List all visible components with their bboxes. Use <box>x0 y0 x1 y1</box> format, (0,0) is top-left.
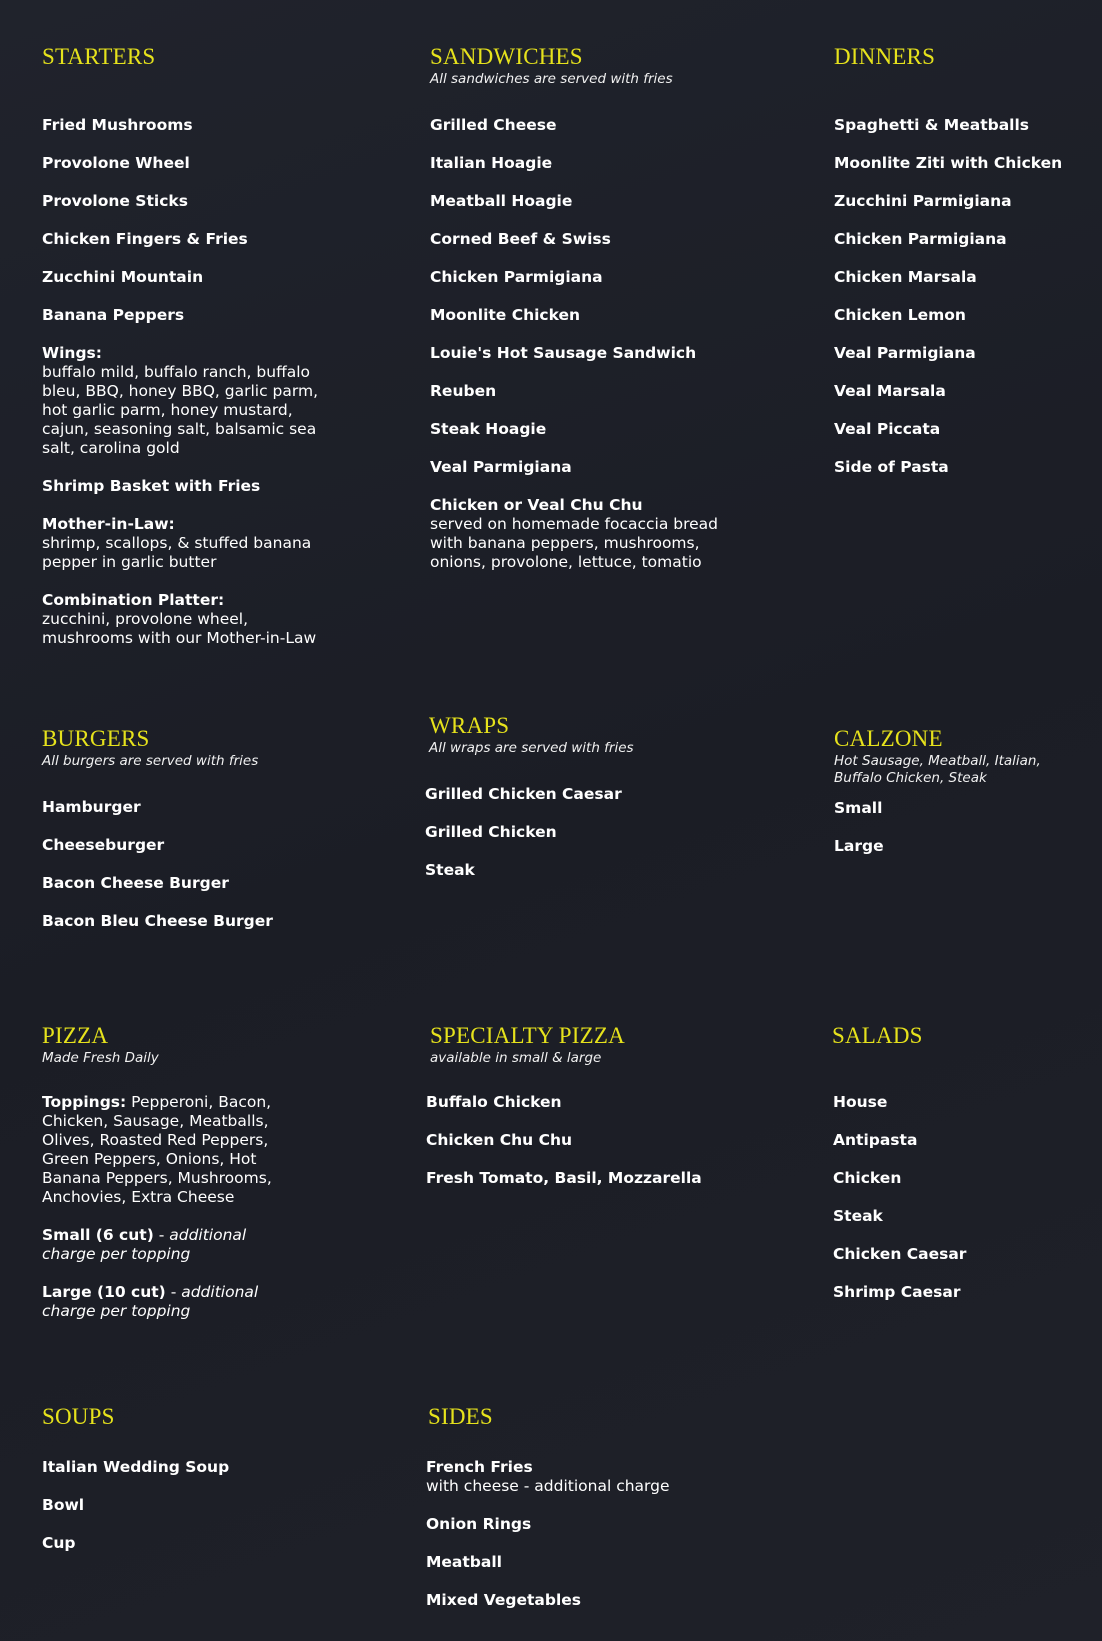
menu-item <box>834 192 1094 211</box>
menu-item <box>834 306 1094 325</box>
menu-item-name: Cheeseburger <box>42 836 165 855</box>
menu-item-line <box>833 1283 1082 1302</box>
menu-item-line <box>430 268 720 287</box>
menu-section-starters <box>42 44 342 667</box>
menu-item-name: Spaghetti & Meatballs <box>834 116 1030 135</box>
menu-item-name: Veal Piccata <box>834 420 941 439</box>
menu-item-line <box>425 823 719 842</box>
menu-item <box>42 116 342 135</box>
menu-item-line <box>42 192 342 211</box>
menu-item <box>430 154 720 173</box>
item-list <box>42 1093 282 1321</box>
menu-item-name: Chicken Parmigiana <box>430 268 603 287</box>
menu-item-name: Zucchini Parmigiana <box>834 192 1012 211</box>
menu-item-name: Shrimp Basket with Fries <box>42 477 261 496</box>
item-list <box>425 785 719 880</box>
menu-item-name: Steak <box>833 1207 883 1226</box>
menu-item-name: Chicken or Veal Chu Chu <box>430 496 643 515</box>
section-title: DINNERS <box>834 44 936 69</box>
menu-item <box>833 1131 1082 1150</box>
menu-item-line <box>425 861 719 880</box>
menu-item-line <box>833 1093 1082 1112</box>
menu-item-separator: - <box>153 1226 170 1245</box>
menu-item-line <box>834 420 1094 439</box>
menu-item <box>430 420 720 439</box>
menu-item-name: Corned Beef & Swiss <box>430 230 611 249</box>
menu-item <box>833 1245 1082 1264</box>
menu-item <box>42 515 342 572</box>
menu-item-line <box>426 1093 720 1112</box>
menu-item <box>426 1458 718 1496</box>
menu-item-name: Mother-in-Law: <box>42 515 175 534</box>
menu-item-line <box>834 116 1094 135</box>
menu-item-name: Veal Parmigiana <box>430 458 572 477</box>
menu-item-line <box>430 496 720 515</box>
menu-item-line <box>42 306 342 325</box>
menu-item-name: Moonlite Chicken <box>430 306 581 325</box>
menu-item-line <box>42 1226 282 1264</box>
menu-item <box>426 1553 718 1572</box>
menu-item <box>833 1283 1082 1302</box>
menu-item-name: Chicken Marsala <box>834 268 977 287</box>
section-note: All sandwiches are served with fries <box>430 71 673 88</box>
menu-item <box>430 496 720 572</box>
menu-item <box>42 874 342 893</box>
item-list <box>833 1093 1082 1302</box>
menu-item-line <box>426 1553 718 1572</box>
menu-item-line <box>42 116 342 135</box>
menu-item <box>834 420 1094 439</box>
menu-section-wraps <box>425 713 719 899</box>
menu-item-name: Large (10 cut) <box>42 1283 166 1302</box>
menu-item-line <box>42 798 342 817</box>
menu-item-line <box>430 154 720 173</box>
menu-item <box>42 306 342 325</box>
section-title: CALZONE <box>834 726 943 751</box>
menu-item-line <box>834 230 1094 249</box>
menu-item-name: Grilled Chicken Caesar <box>425 785 622 804</box>
menu-item-name: Steak Hoagie <box>430 420 547 439</box>
menu-item-name: Bacon Cheese Burger <box>42 874 229 893</box>
menu-item-name: Chicken Lemon <box>834 306 966 325</box>
menu-item-line <box>42 515 342 534</box>
item-list <box>834 116 1094 477</box>
menu-item-line <box>834 154 1094 173</box>
menu-item-line <box>430 420 720 439</box>
menu-item-separator: - <box>165 1283 182 1302</box>
menu-item <box>430 230 720 249</box>
section-title: SPECIALTY PIZZA <box>430 1023 625 1048</box>
menu-item-name: Chicken Chu Chu <box>426 1131 573 1150</box>
item-list <box>426 1458 718 1610</box>
item-list <box>42 798 342 931</box>
menu-item-name: Provolone Sticks <box>42 192 188 211</box>
menu-item-description: zucchini, provolone wheel, mushrooms with our Mother-in-Law <box>42 610 317 648</box>
menu-item <box>426 1169 720 1188</box>
menu-item-name: Antipasta <box>833 1131 918 1150</box>
menu-item <box>425 785 719 804</box>
menu-item-name: Large <box>834 837 884 856</box>
menu-item-name: Buffalo Chicken <box>426 1093 562 1112</box>
menu-item <box>425 823 719 842</box>
menu-item-description: buffalo mild, buffalo ranch, buffalo bleu, BBQ, honey BBQ, garlic parm, hot garlic parm, honey mustard, cajun, seasoning salt, balsamic sea salt, carolina gold <box>42 363 319 458</box>
menu-item-line <box>42 1283 282 1321</box>
menu-item-name: Reuben <box>430 382 497 401</box>
menu-item <box>426 1093 720 1112</box>
menu-item-name: Veal Parmigiana <box>834 344 976 363</box>
menu-section-burgers <box>42 726 342 950</box>
section-note: Made Fresh Daily <box>42 1050 159 1067</box>
menu-item-line <box>430 344 720 363</box>
menu-item <box>426 1591 718 1610</box>
menu-item <box>42 154 342 173</box>
menu-section-specialty-pizza <box>426 1023 720 1207</box>
menu-item-name: Zucchini Mountain <box>42 268 204 287</box>
menu-item-line <box>833 1207 1082 1226</box>
menu-item-line <box>833 1131 1082 1150</box>
menu-item <box>430 344 720 363</box>
menu-item-name: Chicken Parmigiana <box>834 230 1007 249</box>
menu-item-line <box>42 912 342 931</box>
menu-item-description: with cheese - additional charge <box>426 1477 670 1496</box>
menu-item-line <box>834 382 1094 401</box>
section-note: available in small & large <box>430 1050 602 1067</box>
menu-item <box>834 837 1084 856</box>
menu-item-name: Chicken Caesar <box>833 1245 967 1264</box>
menu-item-description: served on homemade focaccia bread with banana peppers, mushrooms, onions, provolone, lettuce, tomatio <box>430 515 719 572</box>
menu-item-line <box>42 591 342 610</box>
menu-item-name: Chicken Fingers & Fries <box>42 230 248 249</box>
menu-item <box>834 116 1094 135</box>
menu-item-price-note: additional charge per topping <box>42 1283 259 1321</box>
menu-item-line <box>834 192 1094 211</box>
section-note: All burgers are served with fries <box>42 753 259 770</box>
menu-item <box>833 1169 1082 1188</box>
menu-item <box>42 477 342 496</box>
menu-item-name: Fried Mushrooms <box>42 116 193 135</box>
menu-item-line <box>833 1169 1082 1188</box>
menu-item-name: Louie's Hot Sausage Sandwich <box>430 344 697 363</box>
menu-item <box>833 1207 1082 1226</box>
section-title: SIDES <box>428 1404 493 1429</box>
menu-item <box>834 268 1094 287</box>
menu-item-line <box>42 154 342 173</box>
item-list <box>426 1093 720 1188</box>
menu-item <box>42 798 342 817</box>
section-title: PIZZA <box>42 1023 109 1048</box>
menu-section-dinners <box>834 44 1094 496</box>
menu-section-sides <box>428 1404 718 1629</box>
menu-item-line <box>42 836 342 855</box>
menu-item-line <box>430 382 720 401</box>
menu-item <box>42 1496 342 1515</box>
menu-item-name: Combination Platter: <box>42 591 225 610</box>
menu-item-name: Fresh Tomato, Basil, Mozzarella <box>426 1169 702 1188</box>
menu-item-line <box>834 799 1084 818</box>
menu-item <box>430 306 720 325</box>
menu-item-line <box>42 230 342 249</box>
menu-section-calzone <box>834 726 1084 875</box>
section-note: Hot Sausage, Meatball, Italian, Buffalo Chicken, Steak <box>834 753 1041 787</box>
menu-item-line <box>430 230 720 249</box>
section-title: BURGERS <box>42 726 150 751</box>
menu-item-line <box>426 1591 718 1610</box>
menu-item-name: Banana Peppers <box>42 306 185 325</box>
menu-item-line <box>430 116 720 135</box>
menu-item-name: Veal Marsala <box>834 382 946 401</box>
menu-item <box>834 382 1094 401</box>
section-title: SALADS <box>832 1023 923 1048</box>
menu-item-name: Onion Rings <box>426 1515 532 1534</box>
menu-item-name: Mixed Vegetables <box>426 1591 582 1610</box>
menu-item <box>430 268 720 287</box>
menu-item-name: Side of Pasta <box>834 458 949 477</box>
menu-item-line <box>426 1515 718 1534</box>
menu-item-name: Meatball <box>426 1553 502 1572</box>
menu-item-name: French Fries <box>426 1458 533 1477</box>
menu-item <box>426 1515 718 1534</box>
menu-item-line <box>834 306 1094 325</box>
menu-item-line <box>42 1496 342 1515</box>
menu-item-line <box>430 192 720 211</box>
menu-item-inline-text: Pepperoni, Bacon, Chicken, Sausage, Meatballs, Olives, Roasted Red Peppers, Green Peppers, Onions, Hot Banana Peppers, Mushrooms, Anchovies, Extra Cheese <box>42 1093 272 1207</box>
menu-item <box>42 1283 282 1321</box>
section-title: STARTERS <box>42 44 156 69</box>
menu-item-line <box>426 1169 720 1188</box>
menu-item <box>425 861 719 880</box>
menu-item-price-note: additional charge per topping <box>42 1226 247 1264</box>
menu-item-name: House <box>833 1093 888 1112</box>
menu-item-name: Moonlite Ziti with Chicken <box>834 154 1063 173</box>
section-note: All wraps are served with fries <box>429 740 634 757</box>
menu-item-name: Grilled Cheese <box>430 116 557 135</box>
menu-section-soups <box>42 1404 342 1572</box>
menu-item-line <box>425 785 719 804</box>
menu-item-description: shrimp, scallops, & stuffed banana pepper in garlic butter <box>42 534 312 572</box>
menu-item-name: Bowl <box>42 1496 85 1515</box>
menu-item <box>42 836 342 855</box>
menu-item-name: Grilled Chicken <box>425 823 557 842</box>
menu-item-name: Italian Hoagie <box>430 154 553 173</box>
menu-item-line <box>834 268 1094 287</box>
section-title: WRAPS <box>429 713 510 738</box>
menu-item <box>42 1226 282 1264</box>
menu-item <box>430 458 720 477</box>
menu-item <box>42 591 342 648</box>
menu-item-line <box>42 1458 342 1477</box>
menu-item <box>42 912 342 931</box>
menu-item <box>834 344 1094 363</box>
menu-item-line <box>426 1458 718 1477</box>
item-list <box>42 1458 342 1553</box>
menu-item <box>42 230 342 249</box>
menu-item-line <box>834 837 1084 856</box>
menu-item-name: Wings: <box>42 344 102 363</box>
menu-item <box>430 116 720 135</box>
item-list <box>834 799 1084 856</box>
menu-section-salads <box>832 1023 1082 1321</box>
menu-item <box>430 382 720 401</box>
menu-item-name: Provolone Wheel <box>42 154 190 173</box>
menu-item-name: Toppings: <box>42 1093 127 1112</box>
menu-item-line <box>42 1093 282 1207</box>
menu-item-line <box>426 1131 720 1150</box>
menu-item-name: Small <box>834 799 883 818</box>
menu-item-name: Italian Wedding Soup <box>42 1458 230 1477</box>
menu-item <box>42 1093 282 1207</box>
menu-item-line <box>42 874 342 893</box>
menu-item <box>834 799 1084 818</box>
menu-item-name: Hamburger <box>42 798 141 817</box>
section-title: SANDWICHES <box>430 44 583 69</box>
menu-item-line <box>834 458 1094 477</box>
item-list <box>42 116 342 648</box>
menu-item-line <box>42 344 342 363</box>
menu-item-line <box>834 344 1094 363</box>
menu-item-name: Shrimp Caesar <box>833 1283 961 1302</box>
menu-item <box>834 230 1094 249</box>
menu-item-line <box>42 268 342 287</box>
menu-item <box>42 192 342 211</box>
menu-item <box>426 1131 720 1150</box>
menu-section-pizza <box>42 1023 282 1340</box>
menu-item-name: Chicken <box>833 1169 902 1188</box>
menu-item-line <box>42 1534 342 1553</box>
menu-item <box>42 268 342 287</box>
menu-item-name: Meatball Hoagie <box>430 192 573 211</box>
menu-item-name: Bacon Bleu Cheese Burger <box>42 912 273 931</box>
menu-item <box>833 1093 1082 1112</box>
item-list <box>430 116 720 572</box>
menu-item-line <box>833 1245 1082 1264</box>
menu-item-name: Small (6 cut) <box>42 1226 154 1245</box>
menu-item <box>430 192 720 211</box>
menu-item-name: Cup <box>42 1534 76 1553</box>
section-title: SOUPS <box>42 1404 115 1429</box>
menu-item-line <box>430 306 720 325</box>
menu-item <box>42 1534 342 1553</box>
menu-section-sandwiches <box>430 44 720 591</box>
menu-item-line <box>42 477 342 496</box>
menu-item-line <box>430 458 720 477</box>
menu-item <box>42 1458 342 1477</box>
menu-item <box>834 458 1094 477</box>
menu-item <box>42 344 342 458</box>
menu-item-name: Steak <box>425 861 475 880</box>
menu-item <box>834 154 1094 173</box>
